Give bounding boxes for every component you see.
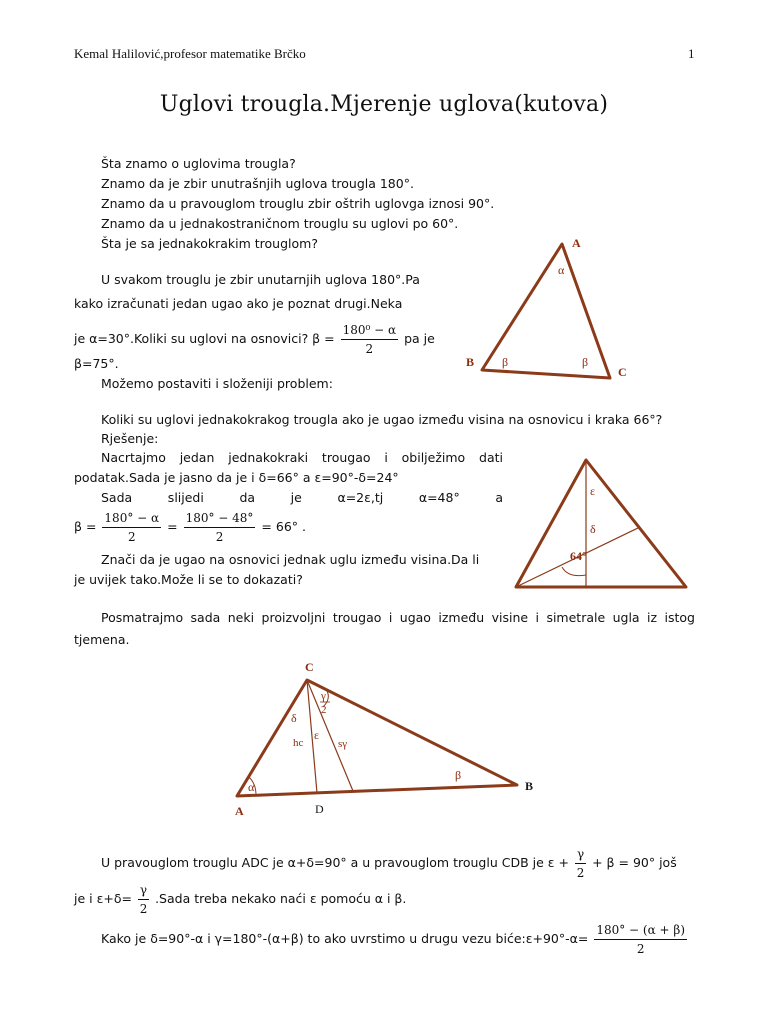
page-title: Uglovi trougla.Mjerenje uglova(kutova) <box>159 92 609 117</box>
page-number: 1 <box>688 46 695 61</box>
fraction2-numerator: 180° − 48° <box>184 510 256 528</box>
angle-label-delta: δ <box>291 711 297 725</box>
beta-fraction-numerator: 180⁰ − α <box>341 322 399 340</box>
vertex-label-a: A <box>572 236 581 250</box>
intro-line-4: Znamo da u jednakostraničnom trouglu su uglovi po 60°. <box>101 216 459 231</box>
para2-line-5: Znači da je ugao na osnovici jednak uglu između visina.Da li <box>101 552 480 567</box>
gamma-numerator-2: γ <box>138 882 149 900</box>
triangle-outline <box>516 460 686 587</box>
angle-label-beta-left: β <box>502 355 509 369</box>
beta-fraction-denominator: 2 <box>365 342 374 356</box>
vertex-label-d: D <box>315 802 324 816</box>
scalene-triangle-figure <box>225 655 545 825</box>
para4-line-1-suffix: + β = 90° još <box>592 855 677 870</box>
fraction1-denominator: 2 <box>127 530 136 544</box>
angle-label-epsilon: ε <box>590 484 596 498</box>
para4-line-1 <box>101 846 677 881</box>
equals-sign: = <box>167 519 178 534</box>
para2-line-2: podatak.Sada je jasno da je i δ=66° a ε=90°-δ=24° <box>74 470 399 485</box>
epsilon-fraction <box>594 922 687 957</box>
para3-line-1: Posmatrajmo sada neki proizvoljni trougao i ugao između visine i simetrale ugla iz istog <box>101 610 695 625</box>
para4-line-3-text: Kako je δ=90°-α i γ=180°-(α+β) to ako uvrstimo u drugu vezu biće:ε+90°-α= <box>101 931 589 946</box>
epsilon-fraction-numerator: 180° − (α + β) <box>594 922 687 940</box>
para2-line-1: Nacrtajmo jedan jednakokraki trougao i obilježimo dati <box>101 450 503 465</box>
beta-fraction-numeric <box>184 510 256 545</box>
para2-formula-line <box>74 510 306 545</box>
para2-line-3: Sada slijedi da je α=2ε,tj α=48° a <box>101 490 503 505</box>
para4-line-2-text: je i ε+δ= <box>74 891 132 906</box>
para1-formula-line <box>74 322 435 357</box>
vertex-label-b: B <box>466 355 475 369</box>
solution-label: Rješenje: <box>101 431 159 446</box>
gamma-denominator: 2 <box>576 866 585 880</box>
angle-label-alpha: α <box>558 263 565 277</box>
angle-label-gamma-den: 2 <box>321 704 327 716</box>
triangle-abc-outline <box>237 680 517 796</box>
angle-label-epsilon: ε <box>314 728 320 742</box>
para1-line-2: kako izračunati jedan ugao ako je poznat drugi.Neka <box>74 296 403 311</box>
gamma-denominator-2: 2 <box>139 902 148 916</box>
intro-line-3: Znamo da u pravouglom trouglu zbir oštrih uglovga iznosi 90°. <box>101 196 495 211</box>
para1-line-1: U svakom trouglu je zbir unutarnjih uglova 180°.Pa <box>101 272 420 287</box>
vertex-label-b: B <box>525 779 534 793</box>
para1-line-4: β=75°. <box>74 356 119 371</box>
intro-line-5: Šta je sa jednakokrakim trouglom? <box>101 236 318 251</box>
heights-triangle-figure <box>510 450 690 595</box>
angle-label-delta: δ <box>590 522 596 536</box>
para2-line-6: je uvijek tako.Može li se to dokazati? <box>74 572 303 587</box>
gamma-numerator: γ <box>575 846 586 864</box>
epsilon-fraction-denominator: 2 <box>636 942 645 956</box>
angle-label-64: 64° <box>570 549 587 563</box>
para4-line-3 <box>101 922 689 957</box>
intro-line-1: Šta znamo o uglovima trougla? <box>101 156 296 171</box>
beta-fraction-general <box>102 510 161 545</box>
intro-line-2: Znamo da je zbir unutrašnjih uglova trougla 180°. <box>101 176 414 191</box>
gamma-half-fraction <box>575 846 586 881</box>
fraction1-numerator: 180° − α <box>102 510 161 528</box>
gamma-half-fraction-2 <box>138 882 149 917</box>
para1-formula-prefix: je α=30°.Koliki su uglovi na osnovici? β = <box>74 331 335 346</box>
para4-line-2-suffix: .Sada treba nekako naći ε pomoću α i β. <box>155 891 407 906</box>
label-hc: hc <box>293 737 304 749</box>
para4-line-1-text: U pravouglom trouglu ADC je α+δ=90° a u pravouglom trouglu CDB je ε + <box>101 855 569 870</box>
label-sgamma: sγ <box>338 738 348 750</box>
vertex-label-c: C <box>618 365 627 379</box>
para1-formula-suffix: pa je <box>404 331 435 346</box>
isosceles-triangle-figure <box>460 230 630 390</box>
angle-label-beta-right: β <box>582 355 589 369</box>
beta-fraction <box>341 322 399 357</box>
vertex-label-a: A <box>235 804 244 818</box>
para2-formula-result: = 66° . <box>261 519 306 534</box>
para1-line-5: Možemo postaviti i složeniji problem: <box>101 376 333 391</box>
para4-line-2 <box>74 882 406 917</box>
vertex-label-c: C <box>305 660 314 674</box>
running-header-author: Kemal Halilović,profesor matematike Brčko <box>74 46 306 61</box>
fraction2-denominator: 2 <box>215 530 224 544</box>
angle-label-beta: β <box>455 768 462 782</box>
para3-line-2: tjemena. <box>74 632 130 647</box>
angle-label-gamma: γ <box>321 690 326 702</box>
angle-label-alpha: α <box>248 780 255 794</box>
para2-formula-prefix: β = <box>74 519 97 534</box>
para2-question: Koliki su uglovi jednakokrakog trougla ako je ugao između visina na osnovicu i kraka 66°? <box>101 412 663 427</box>
angle-arc-64 <box>562 567 586 576</box>
